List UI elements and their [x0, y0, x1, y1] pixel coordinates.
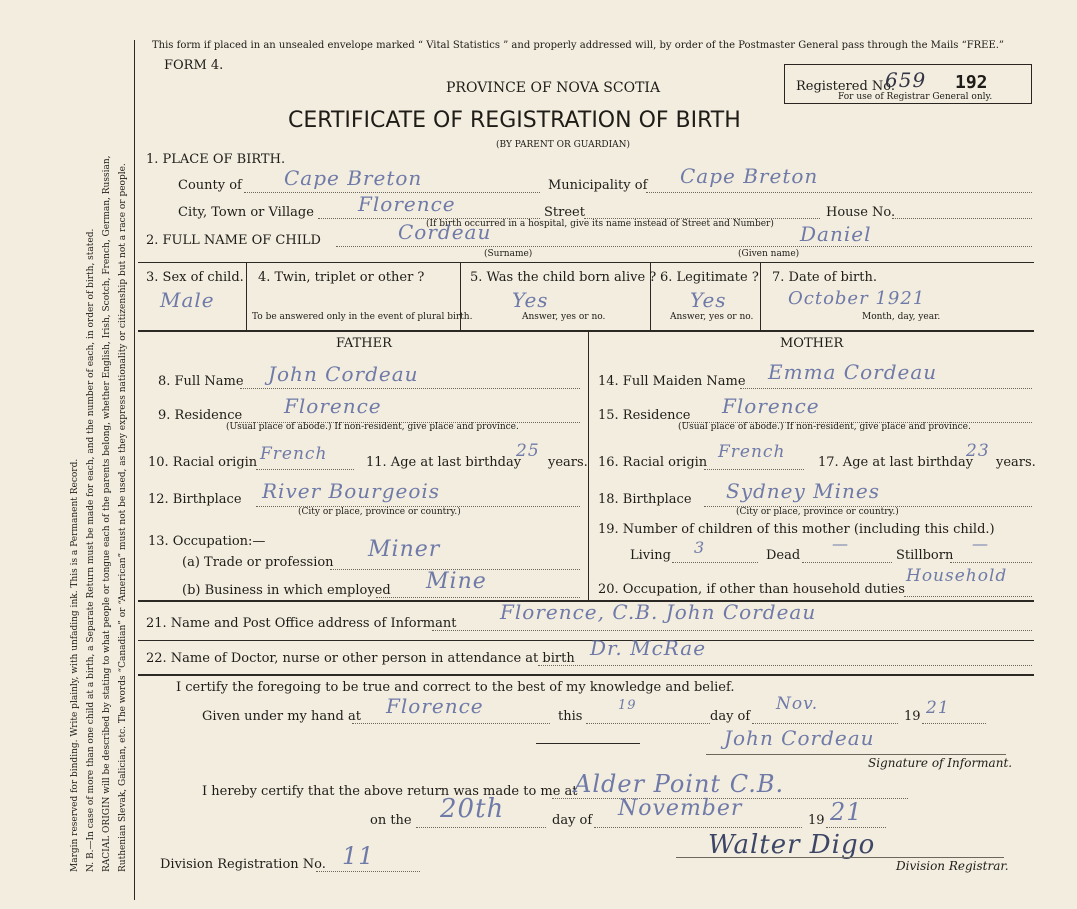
certify-year-prefix: 19	[904, 709, 921, 724]
mother-header: MOTHER	[780, 336, 844, 351]
province-heading: PROVINCE OF NOVA SCOTIA	[446, 80, 661, 96]
registrar-day-label: day of	[552, 813, 593, 828]
mother-years: years.	[996, 455, 1036, 470]
living-value: 3	[694, 538, 706, 557]
division-registration-number: 11	[342, 842, 375, 870]
mother-birthplace-label: 18. Birthplace	[598, 492, 692, 507]
certificate-subtitle: (BY PARENT OR GUARDIAN)	[496, 140, 631, 150]
father-business-label: (b) Business in which employed	[182, 583, 391, 598]
registered-note: For use of Registrar General only.	[838, 92, 993, 102]
registrar-place: Alder Point C.B.	[574, 770, 785, 798]
registered-number: 659	[885, 68, 927, 92]
certify-day-label: day of	[710, 709, 751, 724]
place-of-birth-label: 1. PLACE OF BIRTH.	[146, 152, 286, 167]
county-label: County of	[178, 178, 242, 193]
registrar-on-label: on the	[370, 813, 412, 828]
mother-residence: Florence	[722, 394, 820, 418]
dead-label: Dead	[766, 548, 801, 563]
father-residence-label: 9. Residence	[158, 408, 243, 423]
top-note: This form if placed in an unsealed envelope marked “ Vital Statistics ” and properly addressed will, by order of the Postmaster General pass through the Mails “FREE.”	[152, 40, 1005, 51]
registrar-day: 20th	[440, 794, 505, 824]
mother-birthplace-note: (City or place, province or country.)	[736, 507, 899, 517]
alive-value: Yes	[512, 288, 549, 312]
form-number: FORM 4.	[164, 58, 224, 73]
certify-day: 19	[618, 698, 637, 713]
legitimate-value: Yes	[690, 288, 727, 312]
father-header: FATHER	[336, 336, 392, 351]
surname-caption: (Surname)	[484, 249, 533, 259]
division-registration-label: Division Registration No.	[160, 857, 326, 872]
registrar-year-prefix: 19	[808, 813, 825, 828]
municipality-value: Cape Breton	[680, 164, 819, 188]
street-label: Street	[544, 205, 585, 220]
certificate-title: CERTIFICATE OF REGISTRATION OF BIRTH	[288, 108, 741, 133]
father-business: Mine	[426, 569, 487, 594]
father-trade: Miner	[368, 537, 441, 562]
mother-residence-label: 15. Residence	[598, 408, 691, 423]
father-residence-note: (Usual place of abode.) If non-resident, give place and province.	[226, 422, 519, 432]
twin-label: 4. Twin, triplet or other ?	[258, 270, 425, 285]
father-residence: Florence	[284, 394, 382, 418]
registrar-month: November	[618, 796, 743, 821]
father-trade-label: (a) Trade or profession	[182, 555, 334, 570]
certify-month: Nov.	[776, 694, 819, 714]
side-note-2: N. B.—In case of more than one child at a birth, a Separate Return must be made for each, and the number of each, in order of birth, stated.	[86, 228, 96, 872]
alive-label: 5. Was the child born alive ?	[470, 270, 657, 285]
given-caption: (Given name)	[738, 249, 800, 259]
mother-age: 23	[966, 441, 990, 461]
given-label: Given under my hand at	[202, 709, 361, 724]
stillborn-label: Stillborn	[896, 548, 954, 563]
father-name-label: 8. Full Name	[158, 374, 244, 389]
house-label: House No.	[826, 205, 896, 220]
municipality-label: Municipality of	[548, 178, 648, 193]
county-value: Cape Breton	[284, 166, 423, 190]
father-occupation-label: 13. Occupation:—	[148, 534, 266, 549]
certify-text: I certify the foregoing to be true and correct to the best of my knowledge and belief.	[176, 680, 735, 695]
dead-value: —	[832, 534, 849, 553]
doctor-label: 22. Name of Doctor, nurse or other person in attendance at birth	[146, 651, 575, 666]
side-note-1: Margin reserved for binding. Write plainly, with unfading ink. This is a Permanent Record.	[70, 458, 80, 872]
mother-race-label: 16. Racial origin	[598, 455, 708, 470]
mother-name-label: 14. Full Maiden Name	[598, 374, 746, 389]
twin-note: To be answered only in the event of plural birth.	[252, 312, 473, 322]
living-label: Living	[630, 548, 671, 563]
informant-signature: John Cordeau	[724, 726, 875, 750]
father-name: John Cordeau	[268, 362, 419, 386]
dob-value: October 1921	[788, 288, 926, 309]
division-registrar-label: Division Registrar.	[896, 859, 1009, 873]
side-note-3: RACIAL ORIGIN will be described by stating to what people or tongue each of the parents belong, whether English, Irish, Scotch, French, German, Russian,	[102, 155, 112, 872]
child-name-label: 2. FULL NAME OF CHILD	[146, 233, 321, 248]
sex-value: Male	[160, 288, 215, 312]
mother-race: French	[718, 442, 786, 462]
informant-value: Florence, C.B. John Cordeau	[500, 600, 817, 624]
father-race: French	[260, 444, 328, 464]
mother-name: Emma Cordeau	[768, 360, 938, 384]
city-value: Florence	[358, 192, 456, 216]
mother-age-label: 17. Age at last birthday	[818, 455, 974, 470]
father-birthplace: River Bourgeois	[262, 479, 441, 503]
margin-line	[134, 40, 135, 900]
given-at: Florence	[386, 694, 484, 718]
hospital-note: (If birth occurred in a hospital, give its name instead of Street and Number)	[426, 219, 774, 229]
father-birthplace-note: (City or place, province or country.)	[298, 507, 461, 517]
father-race-label: 10. Racial origin	[148, 455, 258, 470]
this-label: this	[558, 709, 583, 724]
registered-label: Registered No.	[796, 79, 896, 94]
signature-informant-label: Signature of Informant.	[868, 756, 1013, 770]
child-surname: Cordeau	[398, 220, 492, 244]
registrar-text: I hereby certify that the above return was made to me at	[202, 784, 578, 799]
father-years: years.	[548, 455, 588, 470]
child-given-name: Daniel	[800, 222, 872, 246]
mother-residence-note: (Usual place of abode.) If non-resident, give place and province.	[678, 422, 971, 432]
legitimate-note: Answer, yes or no.	[670, 312, 754, 322]
father-birthplace-label: 12. Birthplace	[148, 492, 242, 507]
alive-note: Answer, yes or no.	[522, 312, 606, 322]
registered-stamp: 192	[955, 72, 988, 93]
mother-birthplace: Sydney Mines	[726, 479, 881, 503]
doctor-value: Dr. McRae	[590, 636, 707, 660]
informant-label: 21. Name and Post Office address of Informant	[146, 616, 457, 631]
sex-label: 3. Sex of child.	[146, 270, 244, 285]
stillborn-value: —	[972, 534, 989, 553]
father-age-label: 11. Age at last birthday	[366, 455, 522, 470]
mother-occupation-label: 20. Occupation, if other than household duties	[598, 582, 905, 597]
registrar-signature: Walter Digo	[708, 830, 876, 860]
registrar-year: 21	[830, 798, 863, 826]
dob-label: 7. Date of birth.	[772, 270, 877, 285]
mother-occupation: Household	[906, 566, 1008, 586]
father-age: 25	[516, 441, 540, 461]
certify-year: 21	[926, 698, 950, 718]
city-label: City, Town or Village	[178, 205, 314, 220]
children-label: 19. Number of children of this mother (including this child.)	[598, 522, 995, 537]
side-note-4: Ruthenian Slevak, Galician, etc. The words “Canadian” or “American” must not be used, as they express nationality or citizenship but not a race or people.	[118, 163, 128, 872]
dob-note: Month, day, year.	[862, 312, 941, 322]
legitimate-label: 6. Legitimate ?	[660, 270, 759, 285]
